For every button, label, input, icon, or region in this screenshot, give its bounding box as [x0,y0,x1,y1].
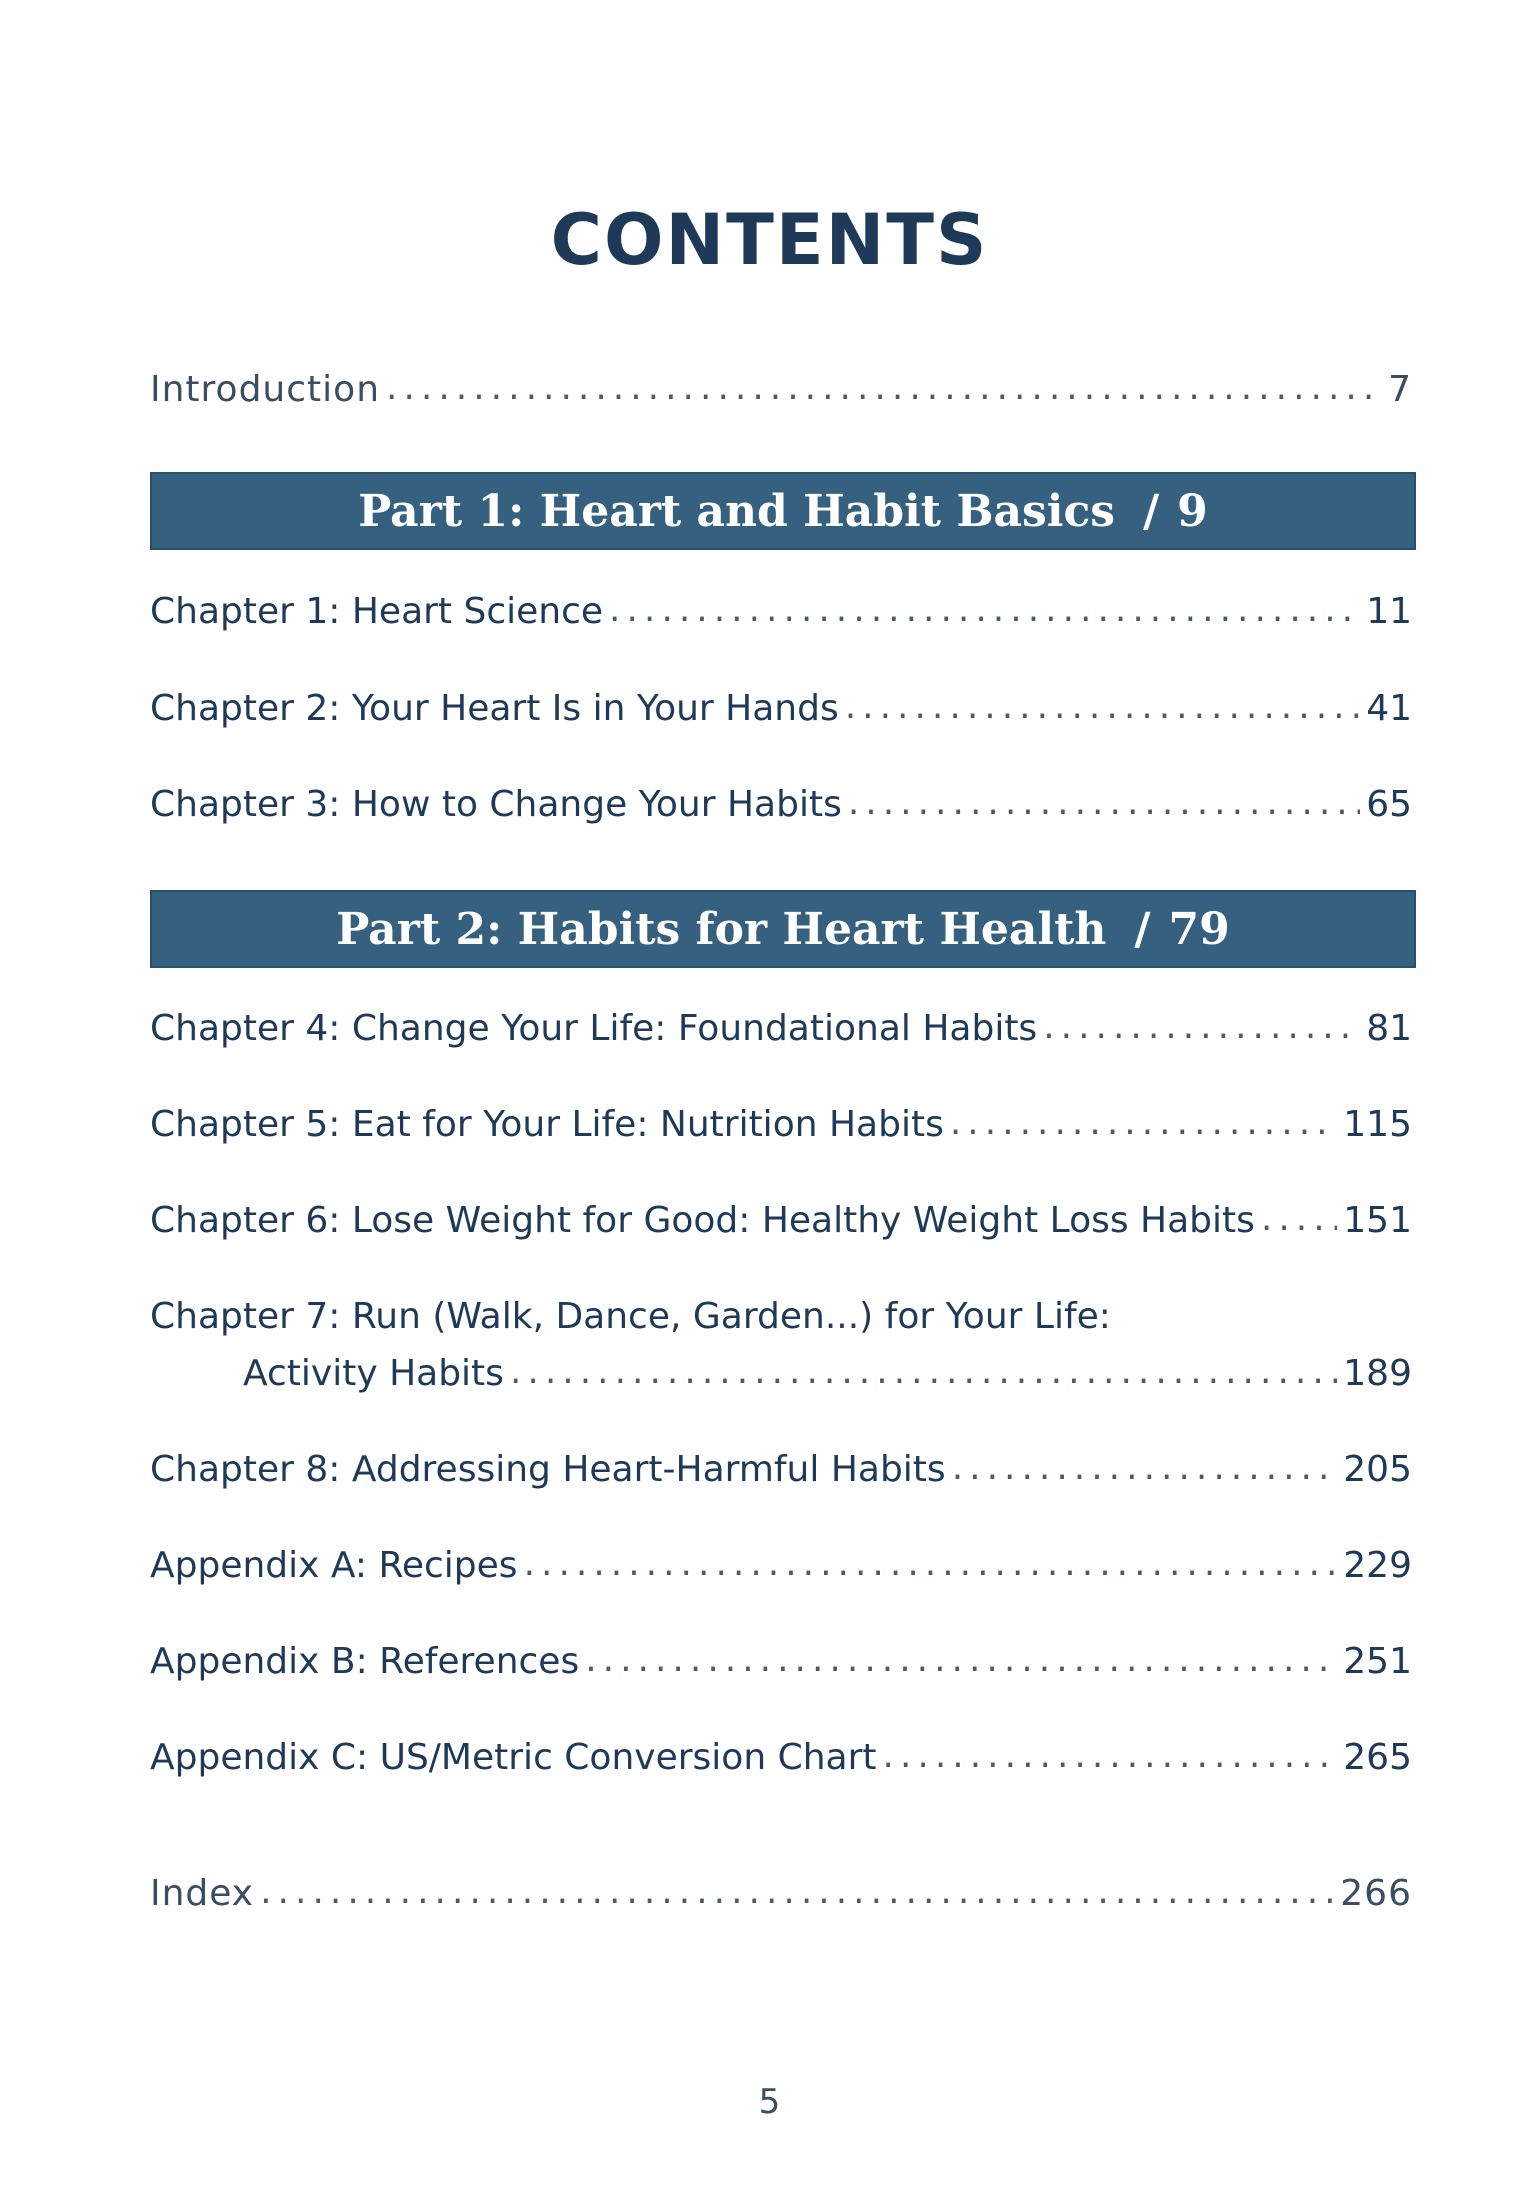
part-heading-page: 9 [1177,485,1208,537]
part-heading-separator: / [1143,485,1160,537]
toc-entry-label: Appendix A: Recipes [150,1545,518,1586]
toc-entry-label: Index [150,1873,255,1914]
toc-entry-label: Appendix B: References [150,1641,580,1682]
toc-entry-label: Chapter 4: Change Your Life: Foundational Habits [150,1008,1038,1049]
toc-entry-appendix-a[interactable] [150,1544,1412,1587]
toc-entry-chapter-3[interactable] [150,783,1412,826]
page-number: 5 [758,2082,781,2122]
toc-entry-page: 81 [1366,1008,1412,1049]
toc-entry-label: Chapter 1: Heart Science [150,591,604,632]
dot-leader [952,1446,1338,1489]
toc-entry-page: 115 [1343,1104,1412,1145]
toc-entry-page: 189 [1343,1353,1412,1394]
dot-leader [1261,1197,1337,1240]
dot-leader [609,588,1360,631]
dot-leader [386,366,1382,409]
toc-entry-page: 251 [1343,1641,1412,1682]
dot-leader [883,1734,1338,1777]
toc-entry-label: Chapter 5: Eat for Your Life: Nutrition Habits [150,1104,944,1145]
toc-entry-index[interactable] [150,1872,1412,1915]
dot-leader [950,1101,1337,1144]
dot-leader [585,1638,1337,1681]
dot-leader [1043,1005,1360,1048]
part-heading-separator: / [1134,903,1151,955]
dot-leader [260,1870,1334,1913]
toc-entry-page: 7 [1388,369,1412,410]
toc-entry-label: Chapter 2: Your Heart Is in Your Hands [150,688,839,729]
dot-leader [848,781,1360,824]
toc-entry-page: 65 [1366,784,1412,825]
toc-entry-label: Chapter 8: Addressing Heart-Harmful Habits [150,1449,946,1490]
toc-entry-chapter-4[interactable] [150,1007,1412,1050]
toc-entry-page: 229 [1343,1545,1412,1586]
toc-entry-chapter-8[interactable] [150,1448,1412,1491]
toc-entry-label: Appendix C: US/Metric Conversion Chart [150,1737,877,1778]
toc-entry-page: 266 [1340,1873,1412,1914]
part-heading-1[interactable] [150,472,1416,550]
part-heading-label: Part 2: Habits for Heart Health [336,903,1107,955]
toc-entry-label: Chapter 3: How to Change Your Habits [150,784,842,825]
toc-entry-chapter-6[interactable] [150,1199,1412,1242]
toc-entry-label: Introduction [150,369,381,410]
part-heading-page: 79 [1168,903,1230,955]
toc-entry-appendix-b[interactable] [150,1640,1412,1683]
page-title: CONTENTS [550,199,989,281]
part-heading-2[interactable] [150,890,1416,968]
toc-entry-introduction[interactable] [150,368,1412,411]
toc-entry-chapter-1[interactable] [150,590,1412,633]
toc-entry-appendix-c[interactable] [150,1736,1412,1779]
dot-leader [524,1542,1338,1585]
toc-entry-page: 41 [1366,688,1412,729]
toc-entry-page: 11 [1366,591,1412,632]
toc-entry-chapter-7-line-1[interactable]: Chapter 7: Run (Walk, Dance, Garden...) for Your Life: [150,1296,1111,1337]
toc-entry-page: 151 [1343,1200,1412,1241]
toc-entry-label: Activity Habits [243,1353,504,1394]
toc-entry-label: Chapter 6: Lose Weight for Good: Healthy Weight Loss Habits [150,1200,1255,1241]
toc-entry-chapter-5[interactable] [150,1103,1412,1146]
dot-leader [510,1350,1337,1393]
toc-entry-page: 205 [1343,1449,1412,1490]
toc-entry-chapter-7[interactable] [243,1352,1412,1395]
toc-entry-page: 265 [1343,1737,1412,1778]
toc-entry-chapter-2[interactable] [150,687,1412,730]
part-heading-label: Part 1: Heart and Habit Basics [358,485,1116,537]
dot-leader [845,685,1360,728]
